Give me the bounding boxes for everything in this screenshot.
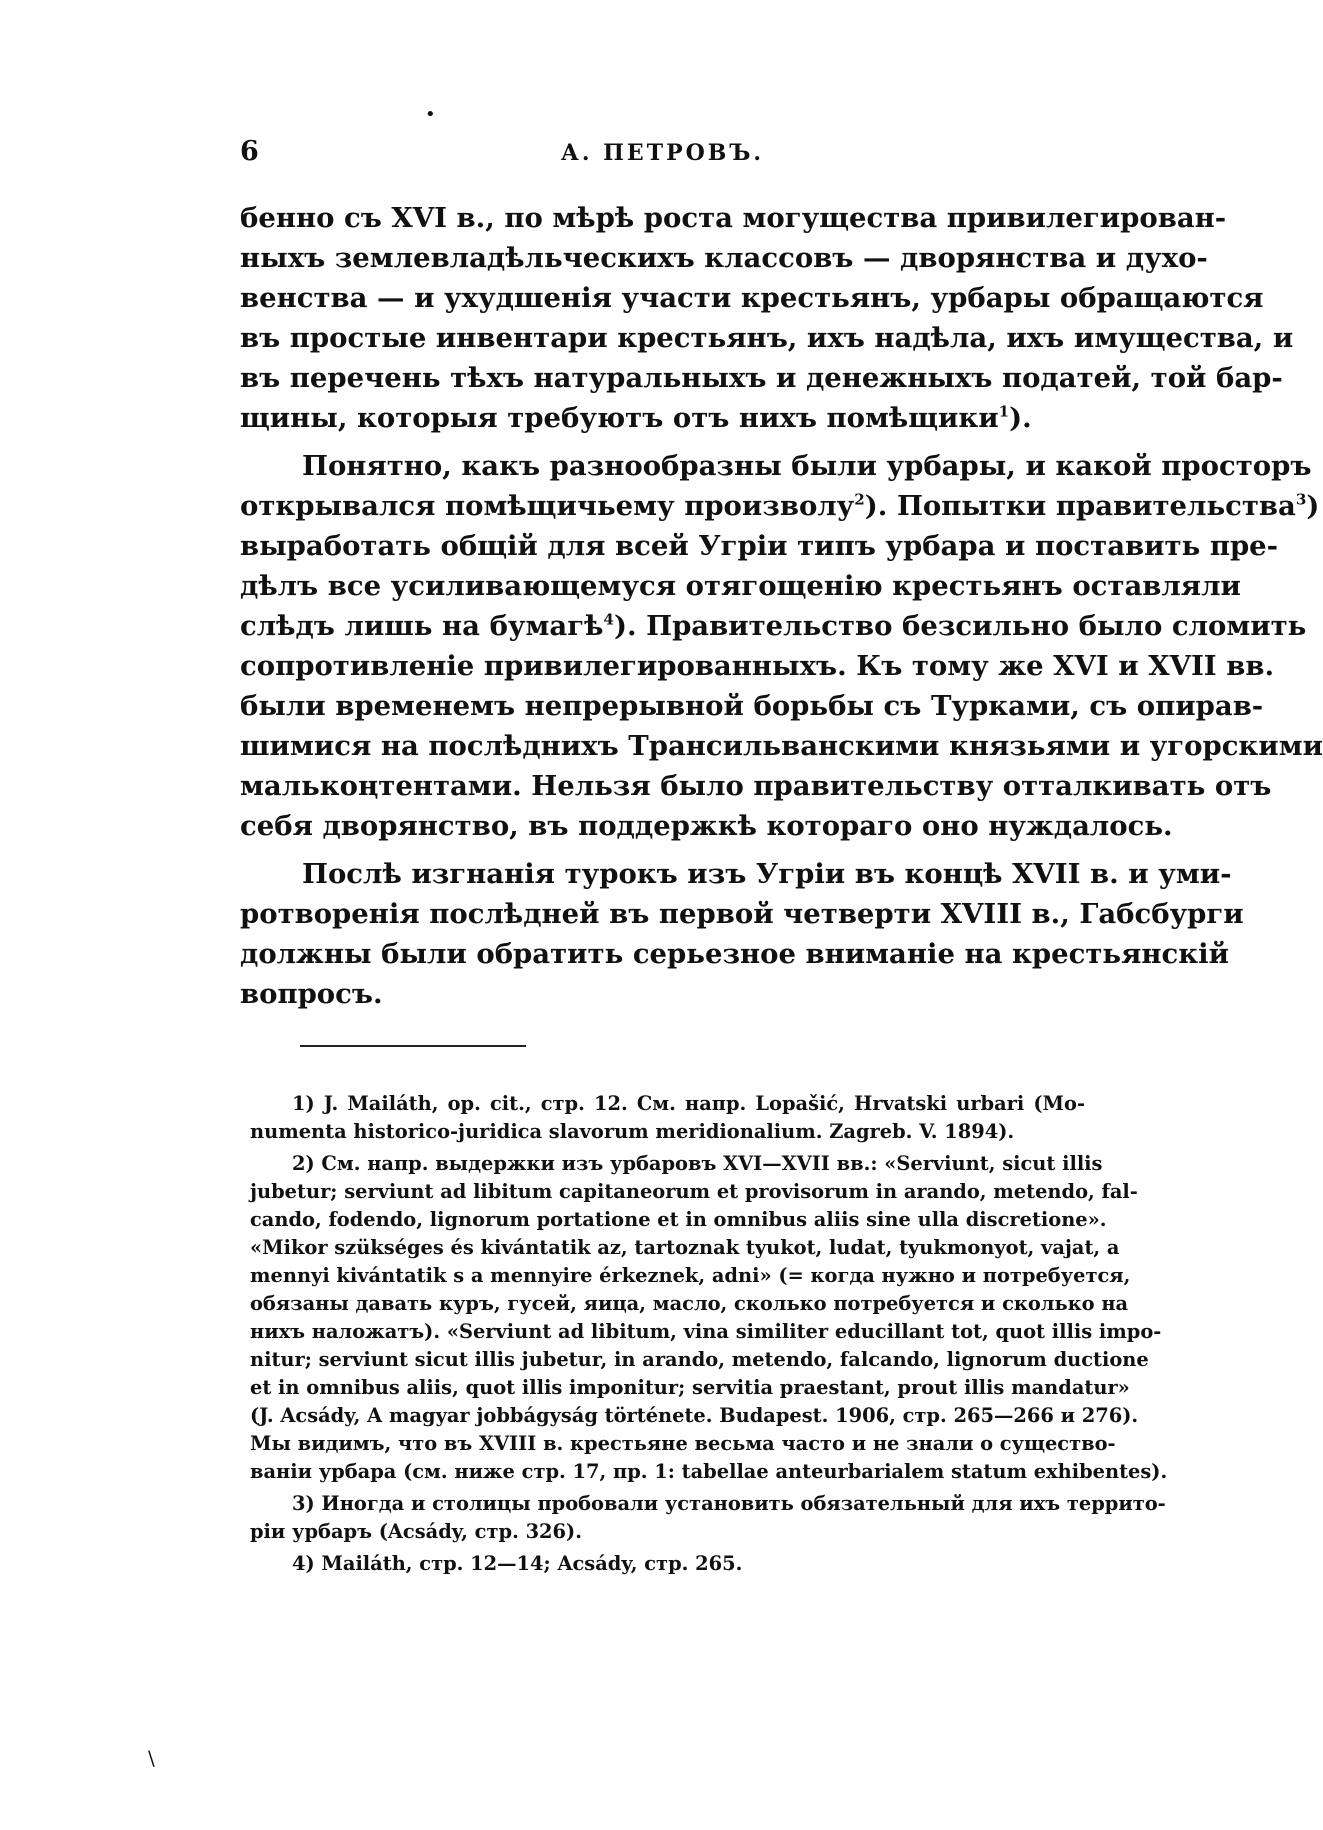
footnote-line: 4) Mailáth, стр. 12—14; Acsády, стр. 265. bbox=[292, 1552, 743, 1575]
page-number: 6 bbox=[240, 136, 259, 167]
text-line: въ простые инвентари крестьянъ, ихъ надѣла, ихъ имущества, и bbox=[240, 322, 1294, 354]
footnote-line: 2) См. напр. выдержки изъ урбаровъ XVI—XVII вв.: «Serviunt, sicut illis bbox=[292, 1152, 1103, 1175]
footnote-line: Мы видимъ, что въ XVIII в. крестьяне весьма часто и не знали о существо- bbox=[250, 1432, 1116, 1455]
footnote-line: jubetur; serviunt ad libitum capitaneorum et provisorum in arando, metendo, fal- bbox=[250, 1180, 1138, 1203]
footnote-line: ріи урбаръ (Acsády, стр. 326). bbox=[250, 1520, 582, 1543]
text-line: сопротивленіе привилегированныхъ. Къ тому же XVI и XVII вв. bbox=[240, 650, 1275, 682]
text-line: выработать общій для всей Угріи типъ урбара и поставить пре- bbox=[240, 530, 1279, 562]
text-line: щины, которыя требуютъ отъ нихъ помѣщики$^1$). bbox=[240, 402, 1032, 434]
footnote-line: mennyi kivántatik s a mennyire érkeznek, adni» (= когда нужно и потребуется, bbox=[250, 1264, 1131, 1287]
footnote-line: «Mikor szükséges és kivántatik az, tartoznak tyukot, ludat, tyukmonyot, vajat, a bbox=[250, 1236, 1120, 1259]
text-fragment: слѣдъ лишь на бумагѣ bbox=[240, 610, 604, 642]
text-line: ротворенія послѣдней въ первой четверти XVIII в., Габсбурги bbox=[240, 898, 1244, 930]
text-fragment: открывался помѣщичьему произволу bbox=[240, 490, 855, 522]
text-line: венства — и ухудшенія участи крестьянъ, урбары обращаются bbox=[240, 282, 1264, 314]
stray-tick-mark: \ bbox=[148, 1746, 155, 1770]
text-line bbox=[240, 606, 1307, 646]
text-line: ныхъ землевладѣльческихъ классовъ — дворянства и духо- bbox=[240, 242, 1208, 274]
text-line: шимися на послѣднихъ Трансильванскими князьями и угорскими bbox=[240, 730, 1323, 762]
footnote-line: cando, fodendo, lignorum portatione et in omnibus aliis sine ulla discretione». bbox=[250, 1208, 1107, 1231]
footnote-line: 1) J. Mailáth, op. cit., стр. 12. См. напр. Lopašić, Hrvatski urbari (Mo- bbox=[292, 1092, 1085, 1115]
text-line: бенно съ XVI в., по мѣрѣ роста могущества привилегирован- bbox=[240, 202, 1227, 234]
text-line: Послѣ изгнанія турокъ изъ Угріи въ концѣ XVII в. и уми- bbox=[302, 858, 1232, 890]
footnote-line: нихъ наложатъ). «Serviunt ad libitum, vina similiter educillant tot, quot illis impo- bbox=[250, 1320, 1162, 1343]
text-fragment: ). Правительство безсильно было сломить bbox=[613, 610, 1307, 642]
text-line: должны были обратить серьезное вниманіе на крестьянскій bbox=[240, 938, 1229, 970]
text-line: Понятно, какъ разнообразны были урбары, и какой просторъ bbox=[302, 450, 1312, 482]
footnote-line: nitur; serviunt sicut illis jubetur, in arando, metendo, falcando, lignorum ductione bbox=[250, 1348, 1149, 1371]
text-line: вопросъ. bbox=[240, 978, 383, 1010]
text-line: открывался помѣщичьему произволу$^2$). Попытки правительства$^3$) bbox=[240, 490, 1320, 522]
footnote-line: обязаны давать куръ, гусей, яица, масло, сколько потребуется и сколько на bbox=[250, 1292, 1129, 1315]
footnote-ref: 3 bbox=[1295, 490, 1307, 509]
footnote-ref: 2 bbox=[854, 490, 865, 509]
footnote-line: numenta historico-juridica slavorum meridionalium. Zagreb. V. 1894). bbox=[250, 1120, 1015, 1143]
text-line: были временемъ непрерывной борьбы съ Турками, съ опирав- bbox=[240, 690, 1264, 722]
running-head: А. ПЕТРОВЪ. bbox=[560, 140, 765, 166]
text-fragment: ). Попытки правительства bbox=[864, 490, 1296, 522]
page-header bbox=[240, 136, 1085, 170]
text-line: малькоңтентами. Нельзя было правительству отталкивать отъ bbox=[240, 770, 1272, 802]
footnote-line: 3) Иногда и столицы пробовали установить обязательный для ихъ террито- bbox=[292, 1492, 1166, 1515]
footnote-ref: 1 bbox=[998, 402, 1010, 421]
stray-dot-mark: • bbox=[425, 104, 436, 125]
text-line: дѣлъ все усиливающемуся отягощенію крестьянъ оставляли bbox=[240, 570, 1241, 602]
footnote-ref: 4 bbox=[603, 610, 614, 629]
footnote-line: (J. Acsády, A magyar jobbágyság története. Budapest. 1906, стр. 265—266 и 276). bbox=[250, 1404, 1139, 1427]
footnote-line: et in omnibus aliis, quot illis imponitur; servitia praestant, prout illis mandatur» bbox=[250, 1376, 1130, 1399]
text-fragment: щины, которыя требуютъ отъ нихъ помѣщики bbox=[240, 402, 999, 434]
text-line: себя дворянство, въ поддержкѣ котораго оно нуждалось. bbox=[240, 810, 1173, 842]
footnote-separator bbox=[300, 1045, 526, 1047]
footnote-line: ваніи урбара (см. ниже стр. 17, пр. 1: tabellae anteurbarialem statum exhibentes). bbox=[250, 1460, 1168, 1483]
text-line: въ перечень тѣхъ натуральныхъ и денежныхъ податей, той бар- bbox=[240, 362, 1283, 394]
